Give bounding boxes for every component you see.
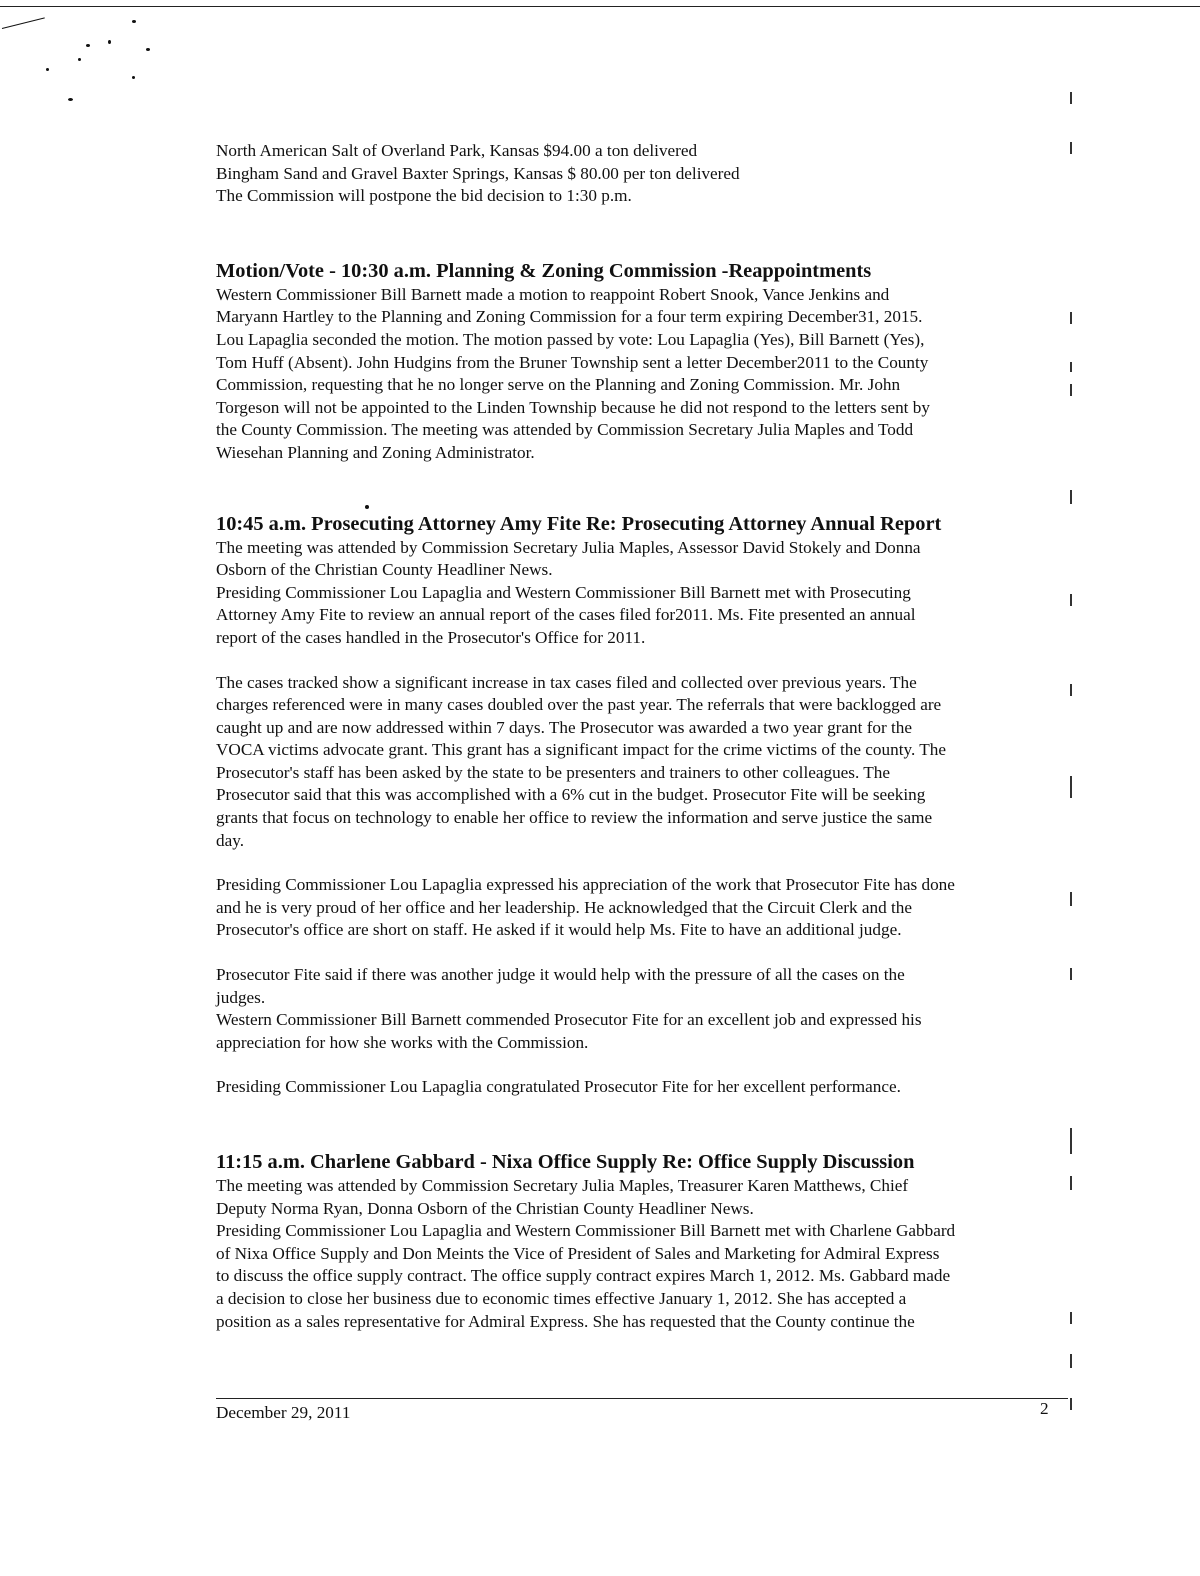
text-line: judges. [216,987,266,1007]
scan-speck [46,68,49,71]
section-office-supply [216,1149,1076,1333]
text-line: of Nixa Office Supply and Don Meints the Vice of President of Sales and Marketing for Admiral Express [216,1243,940,1263]
text-line: Osborn of the Christian County Headliner News. [216,560,553,580]
text-line: Presiding Commissioner Lou Lapaglia congratulated Prosecutor Fite for her excellent performance. [216,1077,901,1097]
text-line: Attorney Amy Fite to review an annual report of the cases filed for2011. Ms. Fite presented an annual [216,605,916,625]
scan-mark [2,17,45,29]
section-planning-zoning [216,258,1076,465]
text-line: Lou Lapaglia seconded the motion. The motion passed by vote: Lou Lapaglia (Yes), Bill Barnett (Yes), [216,329,925,349]
page-number: 2 [1040,1399,1049,1418]
text-line: Western Commissioner Bill Barnett made a motion to reappoint Robert Snook, Vance Jenkins and [216,284,890,304]
text-line: The meeting was attended by Commission Secretary Julia Maples, Assessor David Stokely and Donna [216,537,921,557]
footer-date: December 29, 2011 [216,1403,351,1422]
scan-speck [86,44,90,47]
text-line: report of the cases handled in the Prosecutor's Office for 2011. [216,627,646,647]
margin-mark [1070,1398,1072,1410]
text-line: Prosecutor's staff has been asked by the state to be presenters and trainers to other colleagues. The [216,762,890,782]
text-line: Presiding Commissioner Lou Lapaglia and Western Commissioner Bill Barnett met with Charlene Gabbard [216,1221,956,1241]
text-line: Western Commissioner Bill Barnett commended Prosecutor Fite for an excellent job and expressed his [216,1010,922,1030]
paragraph [216,672,1076,853]
paragraph [216,1175,1076,1333]
text-line: to discuss the office supply contract. The office supply contract expires March 1, 2012. Ms. Gabbard made [216,1266,951,1286]
text-line: The cases tracked show a significant increase in tax cases filed and collected over previous years. The [216,672,917,692]
section-prosecuting-attorney [216,511,1076,1099]
paragraph [216,964,1076,1054]
paragraph [216,874,1076,942]
paragraph [216,1076,1076,1099]
text-line: grants that focus on technology to enable her office to review the information and serve justice the same [216,808,933,828]
text-line: caught up and are now addressed within 7 days. The Prosecutor was awarded a two year grant for the [216,717,913,737]
bid-line: The Commission will postpone the bid decision to 1:30 p.m. [216,186,632,206]
margin-mark [1070,1354,1072,1368]
text-line: Torgeson will not be appointed to the Linden Township because he did not respond to the letters sent by [216,397,930,417]
text-line: the County Commission. The meeting was attended by Commission Secretary Julia Maples and Todd [216,420,914,440]
text-line: Deputy Norma Ryan, Donna Osborn of the Christian County Headliner News. [216,1198,754,1218]
text-line: VOCA victims advocate grant. This grant has a significant impact for the crime victims of the county. The [216,740,946,760]
text-line: position as a sales representative for Admiral Express. She has requested that the County continue the [216,1311,915,1331]
text-line: Presiding Commissioner Lou Lapaglia expressed his appreciation of the work that Prosecutor Fite has done [216,875,955,895]
text-line: Presiding Commissioner Lou Lapaglia and Western Commissioner Bill Barnett met with Prosecuting [216,582,911,602]
text-line: The meeting was attended by Commission Secretary Julia Maples, Treasurer Karen Matthews, Chief [216,1176,909,1195]
section-heading: 11:15 a.m. Charlene Gabbard - Nixa Office Supply Re: Office Supply Discussion [216,1151,915,1173]
scan-speck [78,58,81,61]
document-body [216,140,1076,1333]
text-line: a decision to close her business due to economic times effective January 1, 2012. She has accepted a [216,1288,907,1308]
text-line: Prosecutor said that this was accomplished with a 6% cut in the budget. Prosecutor Fite will be seeking [216,785,926,805]
bid-summary [216,140,1076,208]
footer-rule [216,1398,1068,1399]
bid-line: North American Salt of Overland Park, Kansas $94.00 a ton delivered [216,141,698,160]
text-line: and he is very proud of her office and her leadership. He acknowledged that the Circuit Clerk and the [216,897,913,917]
text-line: appreciation for how she works with the Commission. [216,1032,589,1052]
section-heading: Motion/Vote - 10:30 a.m. Planning & Zoning Commission -Reappointments [216,259,872,282]
text-line: Tom Huff (Absent). John Hudgins from the Bruner Township sent a letter December2011 to the County [216,352,929,372]
text-line: Wiesehan Planning and Zoning Administrator. [216,442,535,462]
paragraph [216,537,1076,650]
scan-speck [132,76,135,79]
bid-line: Bingham Sand and Gravel Baxter Springs, Kansas $ 80.00 per ton delivered [216,163,740,183]
section-heading: 10:45 a.m. Prosecuting Attorney Amy Fite Re: Prosecuting Attorney Annual Report [216,512,942,535]
text-line: Maryann Hartley to the Planning and Zoning Commission for a four term expiring December31, 2015. [216,307,923,327]
scan-speck [132,20,136,23]
text-line: Prosecutor Fite said if there was another judge it would help with the pressure of all the cases on the [216,965,905,985]
top-rule [0,6,1200,7]
scan-speck [68,98,73,101]
text-line: day. [216,830,244,850]
paragraph [216,284,1076,465]
text-line: Commission, requesting that he no longer serve on the Planning and Zoning Commission. Mr. John [216,375,901,395]
scan-speck [108,40,111,44]
scan-speck [146,48,150,51]
text-line: charges referenced were in many cases doubled over the past year. The referrals that were backlogged are [216,695,942,715]
margin-mark [1070,92,1072,104]
text-line: Prosecutor's office are short on staff. He asked if it would help Ms. Fite to have an additional judge. [216,920,902,940]
